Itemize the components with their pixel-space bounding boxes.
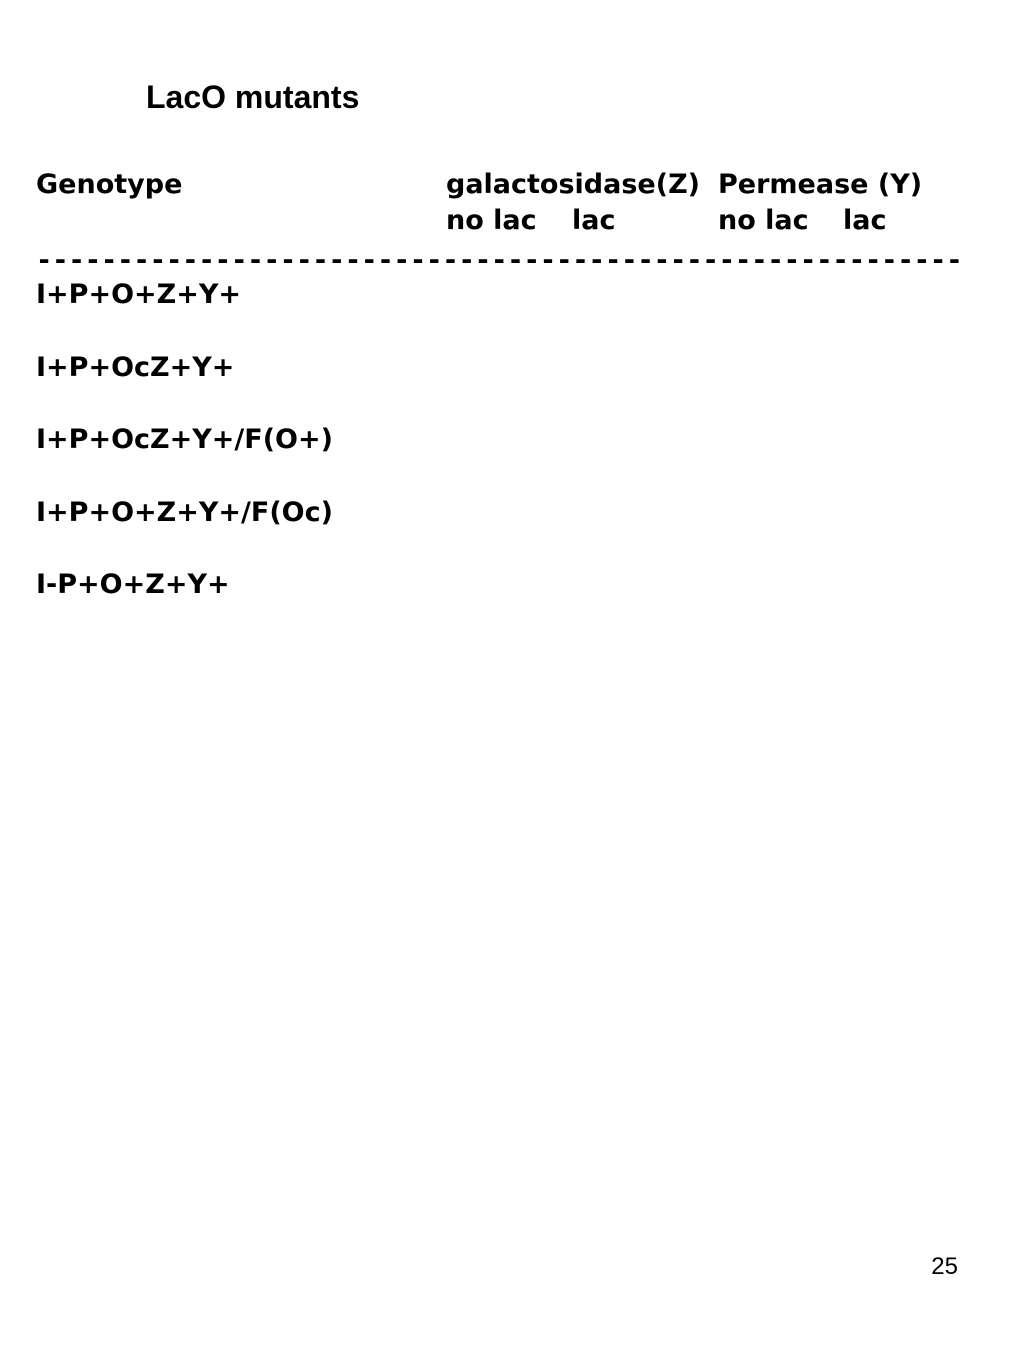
genotype-row: I+P+OcZ+Y+ bbox=[36, 351, 235, 383]
galactosidase-lac-subheader: lac bbox=[572, 205, 616, 236]
permease-column-header: Permease (Y) bbox=[718, 169, 923, 200]
slide-title: LacO mutants bbox=[146, 79, 360, 115]
permease-no-lac-subheader: no lac bbox=[718, 205, 809, 236]
genotype-list bbox=[36, 278, 333, 641]
page-number: 25 bbox=[931, 1253, 958, 1280]
genotype-row: I+P+O+Z+Y+/F(Oc) bbox=[36, 496, 333, 528]
genotype-row: I-P+O+Z+Y+ bbox=[36, 569, 230, 600]
permease-lac-subheader: lac bbox=[843, 205, 887, 236]
table-divider: --------------------------------------------------------- bbox=[36, 245, 963, 276]
genotype-row: I+P+O+Z+Y+ bbox=[36, 279, 242, 310]
genotype-column-header: Genotype bbox=[36, 169, 183, 200]
galactosidase-no-lac-subheader: no lac bbox=[446, 205, 537, 236]
genotype-row: I+P+OcZ+Y+/F(O+) bbox=[36, 424, 333, 455]
galactosidase-column-header: galactosidase(Z) bbox=[446, 169, 700, 200]
